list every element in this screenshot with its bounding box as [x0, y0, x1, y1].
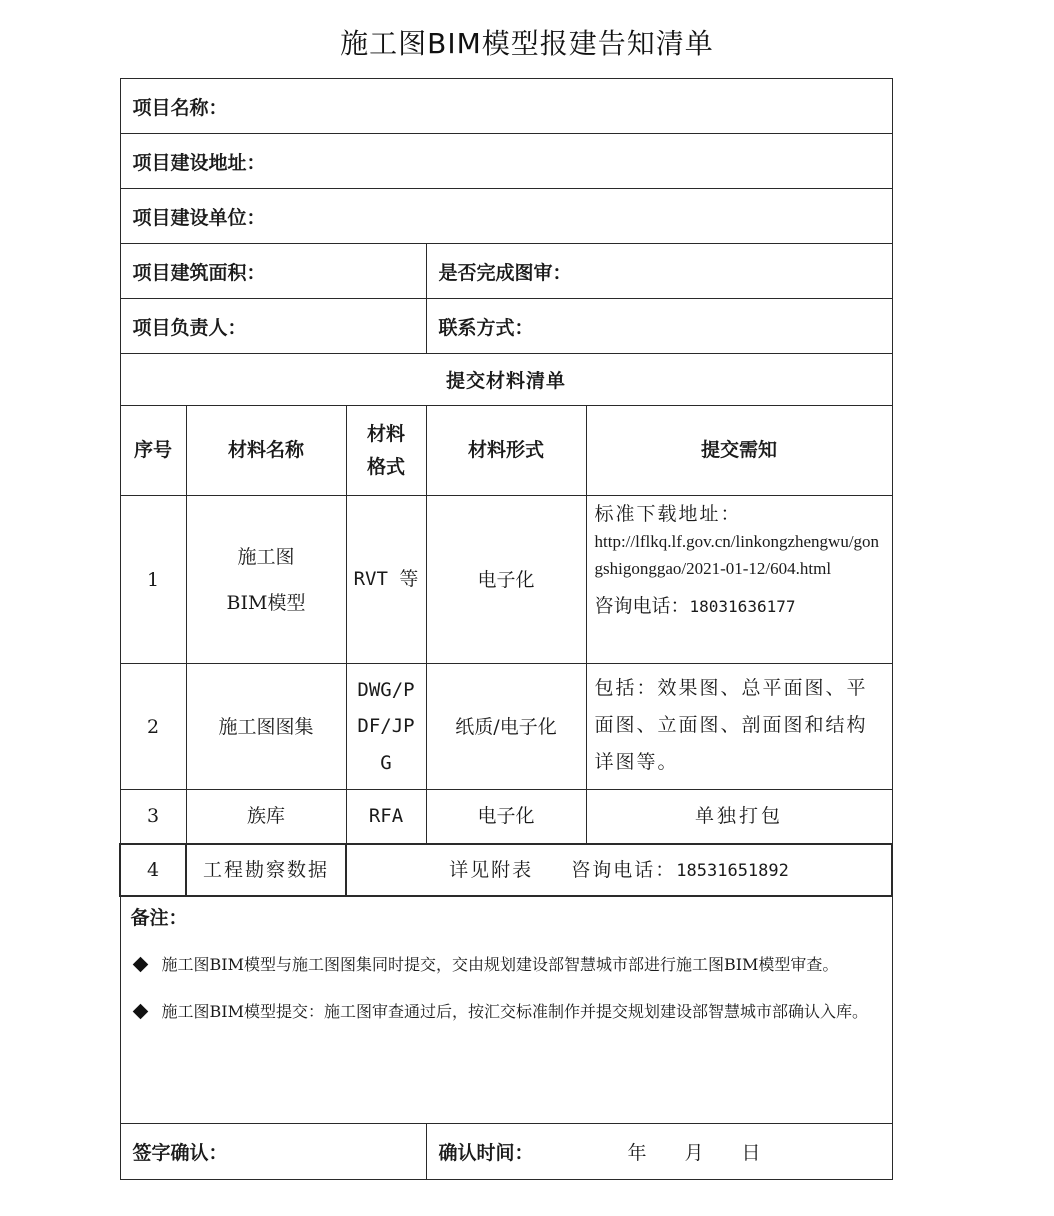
signature-row	[120, 1124, 892, 1180]
project-address-row	[120, 134, 892, 189]
table-row	[120, 790, 892, 844]
project-address-field[interactable]: 项目建设地址：	[120, 134, 892, 189]
diamond-bullet-icon	[132, 956, 148, 972]
header-format	[346, 406, 426, 496]
project-unit-field[interactable]: 项目建设单位：	[120, 189, 892, 244]
responsible-contact-row	[120, 299, 892, 354]
row4-name: 工程勘察数据	[186, 844, 346, 896]
area-review-row	[120, 244, 892, 299]
row2-format-line1: DWG/P	[357, 679, 415, 702]
project-unit-row	[120, 189, 892, 244]
confirm-time-field[interactable]	[426, 1124, 892, 1180]
header-notice: 提交需知	[586, 406, 892, 496]
row1-phone	[595, 592, 884, 621]
row1-seq: 1	[120, 496, 186, 664]
year-label: 年	[627, 1142, 647, 1164]
remark-text-2: 施工图BIM模型提交：施工图审查通过后，按汇交标准制作并提交规划建设部智慧城市部确认入库。	[161, 1002, 868, 1022]
row3-seq: 3	[120, 790, 186, 844]
row3-format: RFA	[346, 790, 426, 844]
row2-form: 纸质/电子化	[426, 664, 586, 790]
application-form	[119, 78, 893, 1180]
download-link[interactable]: http://lflkq.lf.gov.cn/linkongzhengwu/gongshigonggao/2021-01-12/604.html	[594, 532, 880, 578]
row4-seq: 4	[120, 844, 186, 896]
confirm-time-label: 确认时间：	[438, 1142, 534, 1164]
row1-notice-label: 标准下载地址：	[594, 503, 742, 525]
row1-name-line2: BIM模型	[226, 591, 306, 614]
row3-notice: 单独打包	[586, 790, 892, 844]
remark-text-1: 施工图BIM模型与施工图图集同时提交，交由规划建设部智慧城市部进行施工图BIM模型审查。	[161, 954, 839, 974]
materials-title-row	[120, 354, 892, 406]
signature-field[interactable]: 签字确认：	[120, 1124, 426, 1180]
table-row	[120, 844, 892, 896]
building-area-field[interactable]: 项目建筑面积：	[120, 244, 426, 299]
row2-format-line3: G	[380, 751, 392, 774]
row1-name-line1: 施工图	[237, 545, 295, 568]
row2-name: 施工图图集	[186, 664, 346, 790]
row4-detail	[346, 844, 892, 896]
row2-format-line2: DF/JP	[357, 715, 415, 738]
remarks-row	[120, 896, 892, 1124]
row1-form: 电子化	[426, 496, 586, 664]
table-row	[120, 496, 892, 664]
responsible-person-field[interactable]: 项目负责人：	[120, 299, 426, 354]
remark-item	[131, 948, 882, 982]
row2-format	[346, 664, 426, 790]
row2-seq: 2	[120, 664, 186, 790]
header-format-line1: 材料	[366, 423, 405, 446]
diamond-bullet-icon	[132, 1004, 148, 1020]
row3-name: 族库	[186, 790, 346, 844]
row1-format: RVT 等	[346, 496, 426, 664]
contact-field[interactable]: 联系方式：	[426, 299, 892, 354]
header-name: 材料名称	[186, 406, 346, 496]
table-header-row	[120, 406, 892, 496]
header-format-line2: 格式	[366, 455, 405, 478]
project-name-row	[120, 79, 892, 134]
row1-phone-number: 18031636177	[689, 597, 796, 617]
month-label: 月	[684, 1142, 704, 1164]
header-seq: 序号	[120, 406, 186, 496]
remarks-label: 备注：	[130, 906, 188, 929]
materials-title: 提交材料清单	[120, 354, 892, 406]
row2-notice: 包括：效果图、总平面图、平面图、立面图、剖面图和结构详图等。	[586, 664, 892, 790]
row1-name	[186, 496, 346, 664]
project-name-field[interactable]: 项目名称：	[120, 79, 892, 134]
review-done-field[interactable]: 是否完成图审：	[426, 244, 892, 299]
header-form: 材料形式	[426, 406, 586, 496]
row4-detail-text: 详见附表	[449, 858, 534, 881]
document-title: 施工图BIM模型报建告知清单	[340, 27, 714, 60]
row1-notice	[586, 496, 892, 664]
row4-phone-number: 18531651892	[676, 860, 789, 881]
remarks-cell	[120, 896, 892, 1124]
row1-phone-label: 咨询电话：	[594, 595, 690, 618]
remark-item	[131, 995, 882, 1029]
row4-phone-label: 咨询电话：	[571, 858, 677, 881]
table-row	[120, 664, 892, 790]
date-parts	[628, 1142, 761, 1164]
row3-form: 电子化	[426, 790, 586, 844]
day-label: 日	[741, 1142, 761, 1164]
